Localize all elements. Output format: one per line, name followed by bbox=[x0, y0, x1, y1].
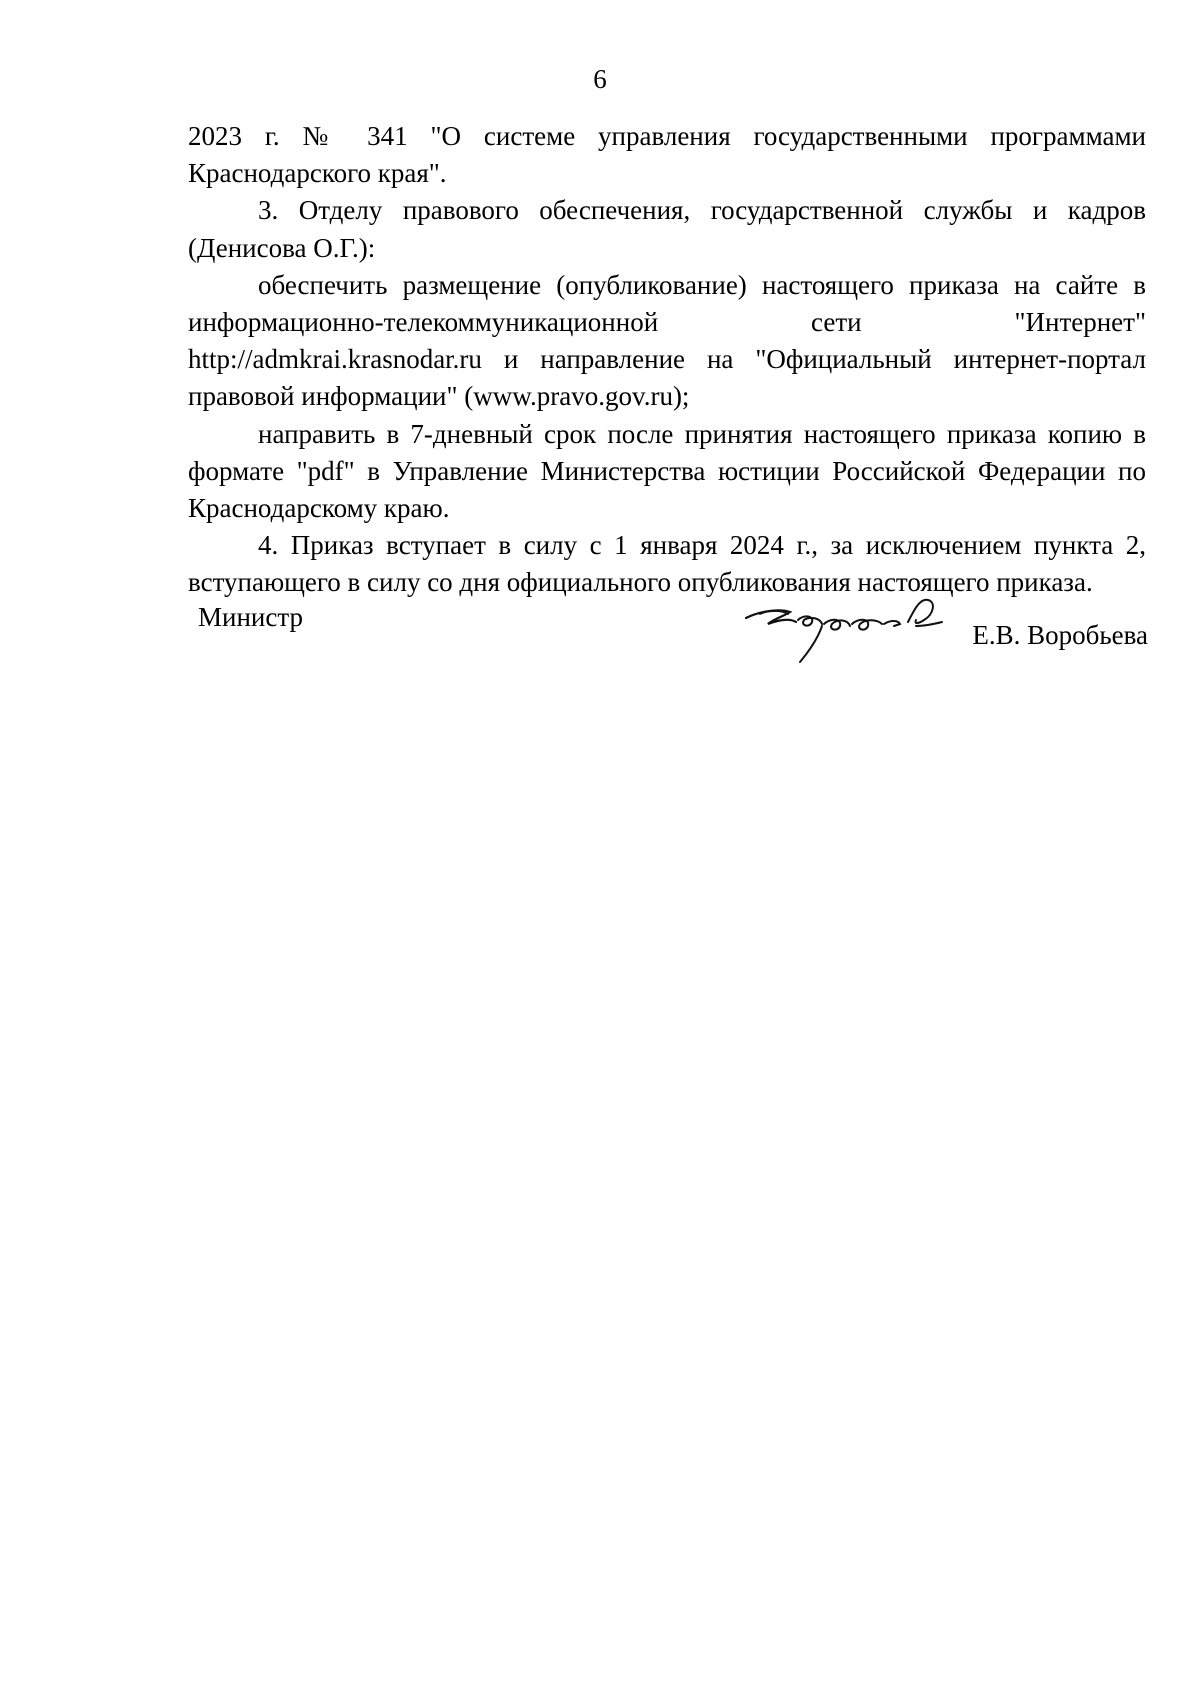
paragraph-continuation: 2023 г. № 341 "О системе управления государственными программами Краснодарского края". bbox=[188, 121, 1146, 189]
paragraph-item-3: 3. Отделу правового обеспечения, государственной службы и кадров (Денисова О.Г.): bbox=[188, 195, 1146, 263]
handwritten-signature bbox=[738, 590, 968, 670]
page-number: 6 bbox=[593, 64, 607, 94]
signer-position: Министр bbox=[198, 602, 303, 632]
paragraph-publication-line-1: обеспечить размещение (опубликование) настоящего приказа на сайте в bbox=[258, 269, 1146, 300]
signature-block bbox=[198, 600, 1148, 690]
signer-name: Е.В. Воробьева bbox=[972, 620, 1148, 650]
document-body bbox=[188, 118, 1146, 602]
paragraph-publication-rest: http://admkrai.krasnodar.ru и направление на "Официальный интернет-портал правовой информации" (www.pravo.gov.ru); bbox=[188, 344, 1146, 412]
paragraph-item-4: 4. Приказ вступает в силу с 1 января 2024 г., за исключением пункта 2, вступающего в силу со дня официального опубликования настоящего приказа. bbox=[188, 530, 1146, 598]
paragraph-publication-line-2: информационно-телекоммуникационной сети "Интернет" bbox=[188, 307, 1146, 338]
paragraph-send-copy: направить в 7-дневный срок после принятия настоящего приказа копию в формате "pdf" в Управление Министерства юстиции Российской Федерации по Краснодарскому краю. bbox=[188, 418, 1146, 524]
